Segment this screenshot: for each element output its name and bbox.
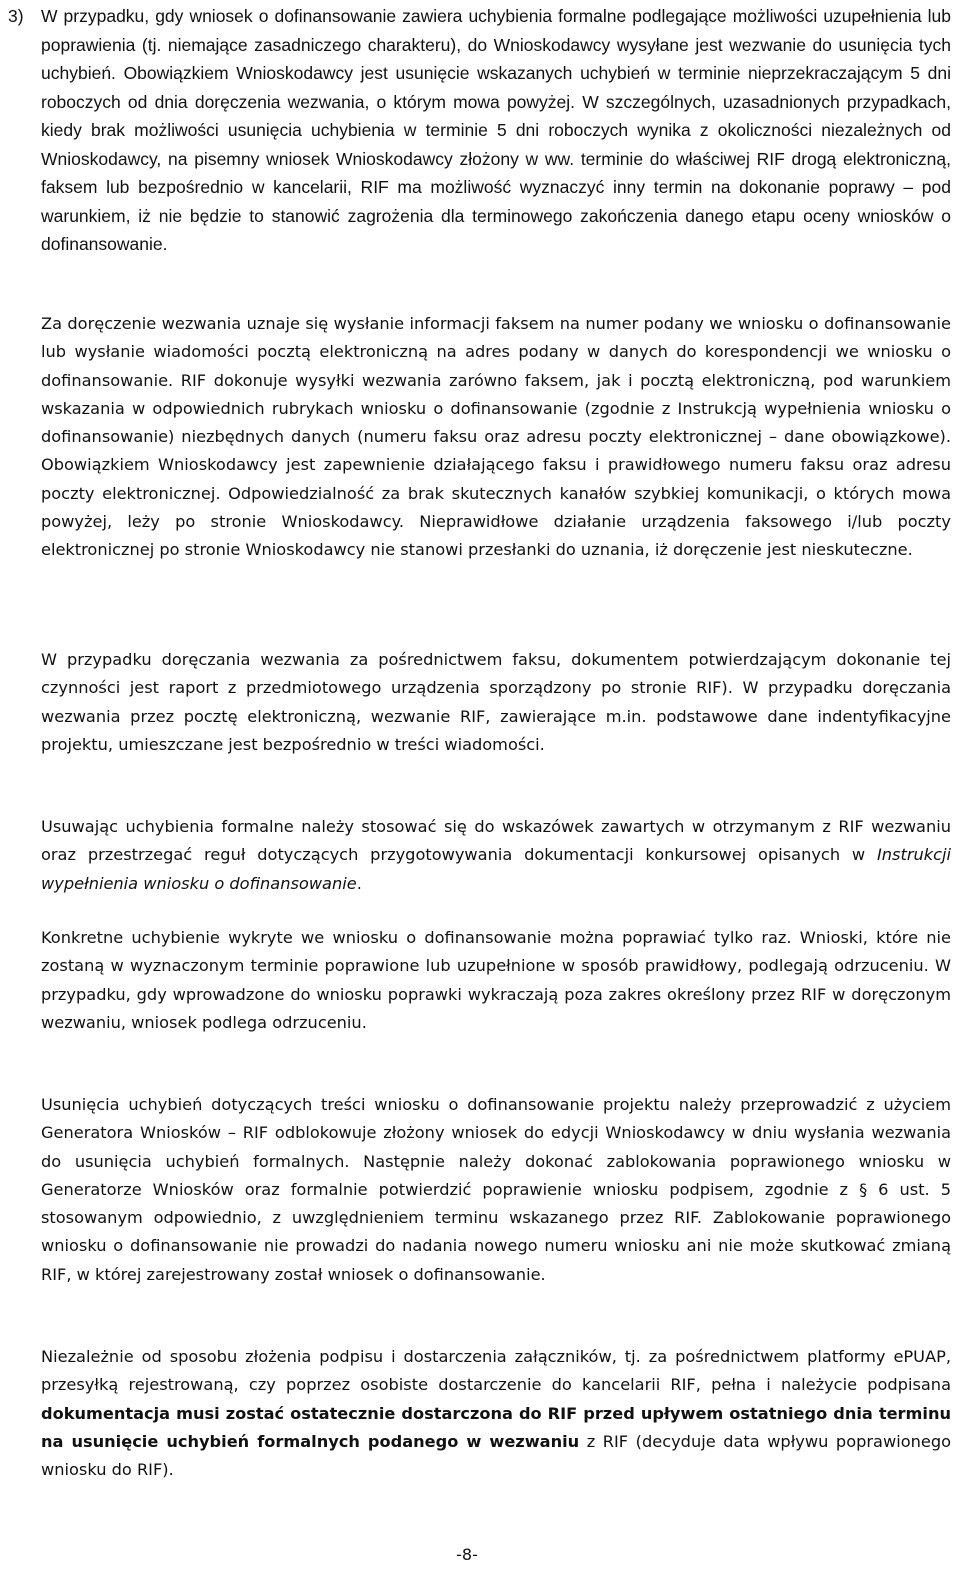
page-number: -8- xyxy=(456,1545,478,1564)
paragraph-text: Usuwając uchybienia formalne należy stosować się do wskazówek zawartych w otrzymanym z RIF wezwaniu oraz przestrzegać reguł dotyczących przygotowywania dokumentacji konkursowej opisanych w xyxy=(41,817,951,865)
paragraph-generator: Usunięcia uchybień dotyczących treści wniosku o dofinansowanie projektu należy przeprowadzić z użyciem Generatora Wniosków – RIF odblokowuje złożony wniosek do edycji Wnioskodawcy w dniu wysłania wezwania do usunięcia uchybień formalnych. Następnie należy dokonać zablokowania poprawionego wniosku w Generatorze Wniosków oraz formalnie potwierdzić poprawienie wniosku podpisem, zgodnie z § 6 ust. 5 stosowanym odpowiednio, z uwzględnieniem terminu wskazanego przez RIF. Zablokowanie poprawionego wniosku o dofinansowanie nie prowadzi do nadania nowego numeru wniosku ani nie może skutkować zmianą RIF, w której zarejestrowany został wniosek o dofinansowanie. xyxy=(41,1095,951,1284)
item-number: 3) xyxy=(8,6,24,26)
paragraph-delivery: Za doręczenie wezwania uznaje się wysłanie informacji faksem na numer podany we wniosku o dofinansowanie lub wysłanie wiadomości pocztą elektroniczną na adres podany w danych do korespondencji we wniosku o dofinansowanie. RIF dokonuje wysyłki wezwania zarówno faksem, jak i pocztą elektroniczną, pod warunkiem wskazania w odpowiednich rubrykach wniosku o dofinansowanie (zgodnie z Instrukcją wypełnienia wniosku o dofinansowanie) niezbędnych danych (numeru faksu oraz adresu poczty elektronicznej – dane obowiązkowe). Obowiązkiem Wnioskodawcy jest zapewnienie działającego faksu i prawidłowego numeru faksu oraz adresu poczty elektronicznej. Odpowiedzialność za brak skutecznych kanałów szybkiej komunikacji, o których mowa powyżej, leży po stronie Wnioskodawcy. Nieprawidłowe działanie urządzenia faksowego i/lub poczty elektronicznej po stronie Wnioskodawcy nie stanowi przesłanki do uznania, iż doręczenie jest nieskuteczne. xyxy=(41,314,951,560)
paragraph-fax-confirmation: W przypadku doręczania wezwania za pośrednictwem faksu, dokumentem potwierdzającym dokonanie tej czynności jest raport z przedmiotowego urządzenia sporządzony po stronie RIF). W przypadku doręczania wezwania przez pocztę elektroniczną, wezwanie RIF, zawierające m.in. podstawowe dane indentyfikacyjne projektu, umieszczane jest bezpośrednio w treści wiadomości. xyxy=(41,650,951,754)
paragraph-single-correction: Konkretne uchybienie wykryte we wniosku o dofinansowanie można poprawiać tylko raz. Wnioski, które nie zostaną w wyznaczonym terminie poprawione lub uzupełnione w sposób prawidłowy, podlegają odrzuceniu. W przypadku, gdy wprowadzone do wniosku poprawki wykraczają poza zakres określony przez RIF w doręczonym wezwaniu, wniosek podlega odrzuceniu. xyxy=(41,928,951,1032)
paragraph-text: Niezależnie od sposobu złożenia podpisu i dostarczenia załączników, tj. za pośrednictwem platformy ePUAP, przesyłką rejestrowaną, czy poprzez osobiste dostarczenie do kancelarii RIF, pełna i należycie podpisana xyxy=(41,1347,951,1395)
paragraph-text: . xyxy=(356,873,362,893)
document-reference-italic: Instrukcji wypełnienia wniosku o dofinansowanie xyxy=(41,845,951,893)
paragraph-removing-errors xyxy=(41,813,951,898)
item-text: W przypadku, gdy wniosek o dofinansowanie zawiera uchybienia formalne podlegające możliwości uzupełnienia lub poprawienia (tj. niemające zasadniczego charakteru), do Wnioskodawcy wysyłane jest wezwanie do usunięcia tych uchybień. Obowiązkiem Wnioskodawcy jest usunięcie wskazanych uchybień w terminie nieprzekraczającym 5 dni roboczych od dnia doręczenia wezwania, o którym mowa powyżej. W szczególnych, uzasadnionych przypadkach, kiedy brak możliwości usunięcia uchybienia w terminie 5 dni roboczych wynika z okoliczności niezależnych od Wnioskodawcy, na pisemny wniosek Wnioskodawcy złożony w ww. terminie do właściwej RIF drogą elektroniczną, faksem lub bezpośrednio w kancelarii, RIF ma możliwość wyznaczyć inny termin na dokonanie poprawy – pod warunkiem, iż nie będzie to stanowić zagrożenia dla terminowego zakończenia danego etapu oceny wniosków o dofinansowanie. xyxy=(41,6,951,254)
paragraph-signature-delivery xyxy=(41,1343,951,1484)
paragraph-text: z RIF (decyduje data wpływu poprawionego wniosku do RIF). xyxy=(41,1431,951,1480)
emphasis-bold: dokumentacja musi zostać ostatecznie dostarczona do RIF przed upływem ostatniego dnia terminu na usunięcie uchybień formalnych podanego w wezwaniu xyxy=(41,1403,951,1451)
numbered-item xyxy=(0,2,951,259)
